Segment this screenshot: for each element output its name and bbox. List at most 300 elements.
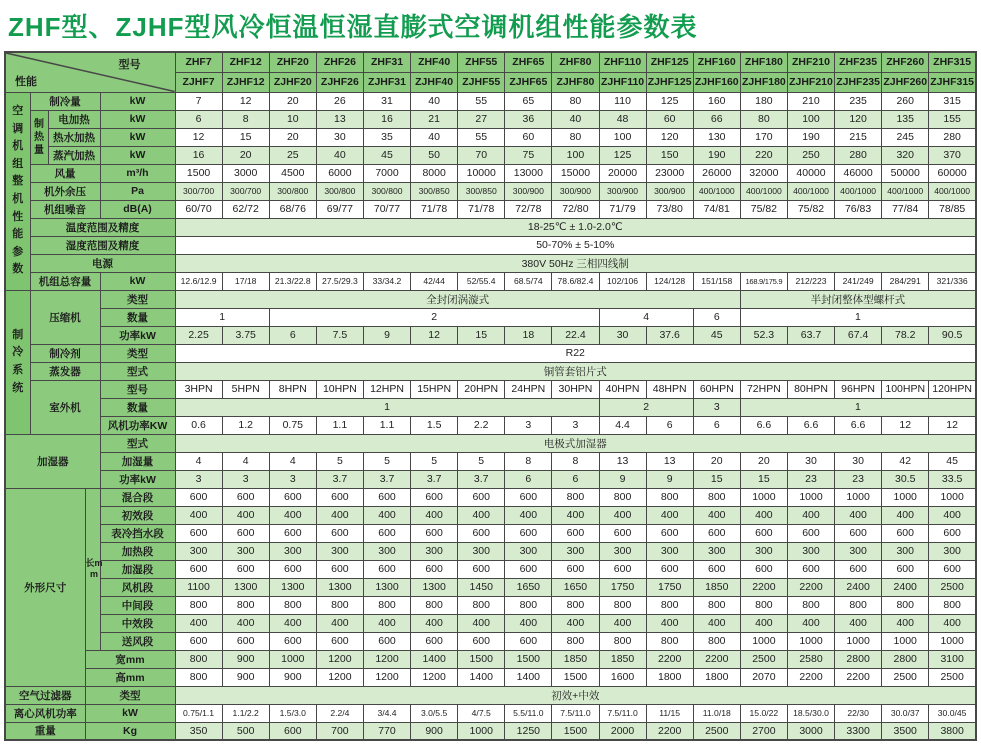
data-cell bbox=[787, 128, 834, 146]
cell-text: 1600 bbox=[610, 671, 635, 683]
data-cell bbox=[316, 542, 363, 560]
data-cell bbox=[740, 542, 787, 560]
row-label-cell bbox=[100, 632, 175, 650]
data-cell bbox=[458, 668, 505, 686]
cell-text: 2.2/4 bbox=[330, 708, 350, 718]
model-header-cell: ZHF315 bbox=[929, 52, 976, 72]
data-cell bbox=[929, 92, 976, 110]
data-cell bbox=[693, 200, 740, 218]
data-cell bbox=[458, 578, 505, 596]
data-cell bbox=[458, 506, 505, 524]
cell-text: 70/77 bbox=[373, 203, 401, 215]
cell-text: 400 bbox=[708, 617, 726, 629]
model-header-cell: ZJHF55 bbox=[458, 72, 505, 92]
data-cell bbox=[363, 128, 410, 146]
data-cell bbox=[505, 668, 552, 686]
data-cell bbox=[787, 560, 834, 578]
cell-text: 2500 bbox=[752, 653, 776, 665]
cell-text: 3.7 bbox=[379, 473, 395, 485]
data-cell bbox=[882, 524, 929, 542]
data-cell bbox=[552, 650, 599, 668]
cell-text: 800 bbox=[519, 599, 538, 611]
row-label-cell bbox=[100, 578, 175, 596]
data-cell bbox=[505, 488, 552, 506]
data-cell bbox=[363, 722, 410, 740]
data-cell bbox=[222, 416, 269, 434]
cell-text: 300 bbox=[236, 545, 255, 557]
cell-text: 400 bbox=[566, 509, 585, 521]
model-header-cell: ZJHF31 bbox=[363, 72, 410, 92]
cell-text: 800 bbox=[708, 491, 726, 503]
data-cell bbox=[175, 614, 222, 632]
cell-text: 33.5 bbox=[941, 473, 963, 485]
cell-text: 600 bbox=[613, 563, 632, 575]
cell-text: 6 bbox=[666, 419, 673, 431]
cell-text: 400 bbox=[943, 509, 961, 521]
data-cell bbox=[929, 110, 976, 128]
cell-text: 1850 bbox=[610, 653, 635, 665]
cell-text: 1200 bbox=[375, 671, 399, 683]
data-cell bbox=[411, 596, 458, 614]
model-header-cell: ZHF31 bbox=[363, 52, 410, 72]
cell-text: 125 bbox=[660, 95, 679, 107]
data-cell bbox=[269, 146, 316, 164]
cell-text: 400 bbox=[236, 509, 255, 521]
cell-text: 23 bbox=[852, 473, 864, 485]
cell-text: 400 bbox=[189, 509, 208, 521]
cell-text: 600 bbox=[472, 491, 490, 503]
data-cell bbox=[882, 182, 929, 200]
data-cell bbox=[882, 326, 929, 344]
data-cell bbox=[646, 524, 693, 542]
cell-text: 600 bbox=[660, 527, 679, 539]
data-cell bbox=[269, 650, 316, 668]
row-label-cell bbox=[30, 182, 100, 200]
cell-text: 135 bbox=[896, 113, 914, 125]
cell-text: 2500 bbox=[940, 581, 964, 593]
cell-text: 100 bbox=[802, 113, 820, 125]
cell-text: 400 bbox=[708, 509, 726, 521]
cell-text: 3 bbox=[242, 473, 249, 485]
data-cell bbox=[646, 470, 693, 488]
data-cell bbox=[363, 524, 410, 542]
cell-text: 6 bbox=[289, 329, 296, 341]
data-cell bbox=[505, 506, 552, 524]
data-cell bbox=[175, 398, 599, 416]
data-cell bbox=[222, 632, 269, 650]
cell-text: 铜管套铝片式 bbox=[543, 365, 607, 378]
data-cell bbox=[787, 92, 834, 110]
data-cell bbox=[458, 92, 505, 110]
unit-cell bbox=[100, 146, 175, 164]
cell-text: 600 bbox=[189, 563, 208, 575]
data-cell bbox=[740, 146, 787, 164]
data-cell bbox=[929, 650, 976, 668]
data-cell bbox=[505, 524, 552, 542]
data-cell bbox=[222, 524, 269, 542]
cell-text: 600 bbox=[472, 563, 490, 575]
cell-text: 315 bbox=[943, 95, 961, 107]
data-cell bbox=[835, 164, 882, 182]
cell-text: 300 bbox=[708, 545, 726, 557]
data-cell bbox=[458, 110, 505, 128]
data-cell bbox=[175, 344, 976, 362]
data-cell bbox=[222, 272, 269, 290]
data-cell bbox=[222, 470, 269, 488]
data-cell bbox=[693, 614, 740, 632]
cell-text: 风机段 bbox=[121, 581, 154, 594]
cell-text: 800 bbox=[660, 491, 679, 503]
data-cell bbox=[646, 578, 693, 596]
cell-text: 400 bbox=[755, 509, 773, 521]
cell-text: 3.75 bbox=[235, 329, 256, 341]
cell-text: 13000 bbox=[513, 167, 543, 179]
data-cell bbox=[646, 182, 693, 200]
data-cell bbox=[175, 92, 222, 110]
data-cell bbox=[222, 596, 269, 614]
data-cell bbox=[175, 650, 222, 668]
data-cell bbox=[599, 524, 646, 542]
cell-text: 13 bbox=[616, 455, 629, 467]
data-cell bbox=[929, 704, 976, 722]
cell-text: 1 bbox=[854, 311, 861, 323]
cell-text: 600 bbox=[943, 563, 961, 575]
cell-text: 120HPN bbox=[932, 383, 972, 395]
cell-text: 1 bbox=[219, 311, 226, 323]
cell-text: 770 bbox=[378, 724, 396, 737]
data-cell bbox=[505, 722, 552, 740]
cell-text: 170 bbox=[755, 131, 773, 143]
data-cell bbox=[646, 110, 693, 128]
data-cell bbox=[929, 272, 976, 290]
data-cell bbox=[316, 578, 363, 596]
data-cell bbox=[411, 704, 458, 722]
cell-text: 2200 bbox=[752, 581, 776, 593]
cell-text: 8 bbox=[242, 113, 249, 125]
row-label-cell bbox=[30, 92, 100, 110]
data-cell bbox=[458, 326, 505, 344]
model-header-cell: ZHF235 bbox=[835, 52, 882, 72]
cell-text: 20HPN bbox=[464, 383, 499, 395]
cell-text: 800 bbox=[708, 635, 726, 647]
data-cell bbox=[316, 614, 363, 632]
cell-text: 63.7 bbox=[800, 329, 822, 341]
data-cell bbox=[552, 326, 599, 344]
data-cell bbox=[269, 668, 316, 686]
data-cell bbox=[269, 704, 316, 722]
cell-text: 400/1000 bbox=[793, 186, 829, 196]
model-header-cell: ZHF26 bbox=[316, 52, 363, 72]
cell-text: 800 bbox=[660, 635, 679, 647]
cell-text: kW bbox=[129, 149, 146, 161]
data-cell bbox=[929, 380, 976, 398]
cell-text: 600 bbox=[472, 635, 490, 647]
data-cell bbox=[646, 650, 693, 668]
data-cell bbox=[411, 128, 458, 146]
data-cell bbox=[740, 632, 787, 650]
group-label-cell bbox=[5, 434, 100, 488]
cell-text: 2070 bbox=[752, 671, 776, 683]
cell-text: 241/249 bbox=[842, 276, 874, 286]
data-cell bbox=[505, 632, 552, 650]
cell-text: 8 bbox=[572, 455, 579, 467]
cell-text: 800 bbox=[566, 635, 585, 647]
data-cell bbox=[411, 182, 458, 200]
cell-text: 5 bbox=[478, 455, 485, 467]
data-cell bbox=[316, 452, 363, 470]
row-label-cell bbox=[100, 290, 175, 308]
cell-text: 型号 bbox=[127, 383, 148, 396]
cell-text: 22/30 bbox=[847, 708, 869, 718]
cell-text: 600 bbox=[519, 491, 538, 503]
data-cell bbox=[411, 506, 458, 524]
data-cell bbox=[835, 92, 882, 110]
data-cell bbox=[363, 650, 410, 668]
cell-text: 800 bbox=[896, 599, 914, 611]
cell-text: R22 bbox=[565, 347, 585, 359]
model-header-cell: ZJHF180 bbox=[740, 72, 787, 92]
cell-text: 2500 bbox=[940, 671, 964, 683]
data-cell bbox=[929, 164, 976, 182]
cell-text: 90.5 bbox=[941, 329, 963, 341]
data-cell bbox=[458, 542, 505, 560]
data-cell bbox=[411, 632, 458, 650]
data-cell bbox=[458, 596, 505, 614]
row-label-cell bbox=[100, 398, 175, 416]
row-label-cell bbox=[85, 650, 175, 668]
data-cell bbox=[646, 452, 693, 470]
data-cell bbox=[363, 326, 410, 344]
row-label-cell bbox=[100, 344, 175, 362]
cell-text: 2800 bbox=[893, 653, 917, 665]
data-cell bbox=[646, 506, 693, 524]
data-cell bbox=[929, 668, 976, 686]
cell-text: 电加热 bbox=[58, 113, 90, 126]
data-cell bbox=[599, 308, 693, 326]
data-cell bbox=[505, 650, 552, 668]
data-cell bbox=[363, 452, 410, 470]
cell-text: 2200 bbox=[846, 671, 870, 683]
cell-text: Kg bbox=[123, 724, 137, 737]
cell-text: 2000 bbox=[610, 724, 635, 737]
cell-text: 72/80 bbox=[562, 203, 589, 215]
data-cell bbox=[929, 596, 976, 614]
data-cell bbox=[882, 578, 929, 596]
data-cell bbox=[835, 272, 882, 290]
cell-text: 800 bbox=[189, 599, 208, 611]
data-cell bbox=[269, 596, 316, 614]
cell-text: 12 bbox=[428, 329, 440, 341]
data-cell bbox=[787, 380, 834, 398]
data-cell bbox=[882, 596, 929, 614]
model-header-cell: ZJHF315 bbox=[929, 72, 976, 92]
data-cell bbox=[882, 200, 929, 218]
cell-text: 初效段 bbox=[121, 509, 154, 522]
data-cell bbox=[222, 506, 269, 524]
data-cell bbox=[316, 470, 363, 488]
row-label-cell bbox=[100, 542, 175, 560]
cell-text: 6 bbox=[525, 473, 532, 485]
data-cell bbox=[740, 596, 787, 614]
data-cell bbox=[363, 488, 410, 506]
data-cell bbox=[411, 164, 458, 182]
cell-text: 4.4 bbox=[615, 419, 630, 431]
data-cell bbox=[316, 146, 363, 164]
cell-text: 600 bbox=[236, 491, 255, 503]
cell-text: 类型 bbox=[119, 689, 141, 702]
row-label-cell bbox=[100, 308, 175, 326]
cell-text: 中间段 bbox=[121, 599, 154, 612]
data-cell bbox=[882, 650, 929, 668]
cell-text: 400 bbox=[943, 617, 961, 629]
data-cell bbox=[316, 110, 363, 128]
cell-text: 800 bbox=[613, 635, 632, 647]
data-cell bbox=[787, 146, 834, 164]
cell-text: 1200 bbox=[375, 653, 399, 665]
cell-text: 300/800 bbox=[371, 186, 403, 196]
cell-text: 温度范围及精度 bbox=[65, 221, 140, 234]
data-cell bbox=[411, 542, 458, 560]
row-label-cell bbox=[100, 596, 175, 614]
cell-text: 62/72 bbox=[232, 203, 259, 215]
cell-text: 30.0/45 bbox=[937, 708, 967, 718]
data-cell bbox=[599, 614, 646, 632]
data-cell bbox=[929, 722, 976, 740]
cell-text: 15.0/22 bbox=[749, 708, 779, 718]
section-label-cell bbox=[5, 92, 30, 290]
cell-text: 0.75/1.1 bbox=[183, 708, 215, 718]
data-cell bbox=[599, 452, 646, 470]
data-cell bbox=[458, 200, 505, 218]
data-cell bbox=[552, 704, 599, 722]
data-cell bbox=[599, 380, 646, 398]
data-cell bbox=[929, 452, 976, 470]
data-cell bbox=[835, 452, 882, 470]
cell-text: 1400 bbox=[422, 653, 446, 665]
cell-text: 8000 bbox=[422, 167, 446, 179]
data-cell bbox=[316, 524, 363, 542]
cell-text: 20 bbox=[286, 95, 299, 107]
row-label-cell bbox=[85, 668, 175, 686]
data-cell bbox=[505, 452, 552, 470]
data-cell bbox=[599, 326, 646, 344]
cell-text: 1 bbox=[854, 401, 861, 413]
cell-text: 30HPN bbox=[558, 383, 593, 395]
cell-text: 33/34.2 bbox=[372, 276, 402, 286]
row-label-cell bbox=[85, 704, 175, 722]
cell-text: 600 bbox=[943, 527, 961, 539]
cell-text: 加湿量 bbox=[121, 455, 154, 468]
data-cell bbox=[316, 560, 363, 578]
cell-text: 600 bbox=[425, 635, 443, 647]
cell-text: 1000 bbox=[893, 635, 917, 647]
model-header-cell: ZJHF210 bbox=[787, 72, 834, 92]
data-cell bbox=[269, 272, 316, 290]
cell-text: 600 bbox=[284, 491, 302, 503]
cell-text: 400/1000 bbox=[745, 186, 782, 196]
data-cell bbox=[787, 578, 834, 596]
data-cell bbox=[552, 506, 599, 524]
model-header-cell: ZJHF260 bbox=[882, 72, 929, 92]
data-cell bbox=[269, 614, 316, 632]
data-cell bbox=[599, 668, 646, 686]
cell-text: 210 bbox=[802, 95, 820, 107]
cell-text: 45 bbox=[946, 455, 958, 467]
data-cell bbox=[363, 632, 410, 650]
cell-text: 600 bbox=[189, 491, 208, 503]
cell-text: 400 bbox=[849, 617, 867, 629]
data-cell bbox=[693, 182, 740, 200]
cell-text: 400 bbox=[236, 617, 255, 629]
data-cell bbox=[175, 506, 222, 524]
cell-text: 900 bbox=[236, 671, 255, 683]
cell-text: 2.2 bbox=[473, 419, 489, 431]
data-cell bbox=[458, 164, 505, 182]
data-cell bbox=[835, 722, 882, 740]
unit-cell bbox=[100, 182, 175, 200]
row-label-cell bbox=[100, 488, 175, 506]
cell-text: 300/700 bbox=[230, 186, 262, 196]
data-cell bbox=[175, 452, 222, 470]
row-label-cell bbox=[100, 560, 175, 578]
model-header-cell: ZHF80 bbox=[552, 52, 599, 72]
cell-text: 13 bbox=[663, 455, 676, 467]
data-cell bbox=[269, 542, 316, 560]
unit-cell bbox=[100, 110, 175, 128]
data-cell bbox=[269, 110, 316, 128]
data-cell bbox=[316, 668, 363, 686]
cell-text: 2 bbox=[431, 311, 438, 323]
data-cell bbox=[363, 272, 410, 290]
cell-text: 2580 bbox=[799, 653, 823, 665]
cell-text: 7.5/11.0 bbox=[607, 708, 638, 718]
cell-text: 1000 bbox=[281, 653, 305, 665]
data-cell bbox=[882, 704, 929, 722]
model-header-cell: ZHF110 bbox=[599, 52, 646, 72]
cell-text: 1000 bbox=[846, 491, 870, 503]
cell-text: 160 bbox=[708, 95, 726, 107]
data-cell bbox=[363, 164, 410, 182]
row-label-cell bbox=[30, 200, 100, 218]
model-header-cell: ZJHF12 bbox=[222, 72, 269, 92]
data-cell bbox=[693, 146, 740, 164]
cell-text: dB(A) bbox=[123, 203, 152, 215]
cell-text: 400 bbox=[896, 509, 914, 521]
cell-text: 26000 bbox=[702, 167, 732, 179]
cell-text: 600 bbox=[189, 635, 208, 647]
cell-text: 100 bbox=[613, 131, 632, 143]
data-cell bbox=[646, 128, 693, 146]
cell-text: 蒸汽加热 bbox=[53, 149, 95, 162]
cell-text: 60000 bbox=[937, 167, 967, 179]
data-cell bbox=[929, 578, 976, 596]
cell-text: 1300 bbox=[422, 581, 446, 593]
cell-text: 900 bbox=[236, 653, 255, 665]
data-cell bbox=[505, 146, 552, 164]
cell-text: 4 bbox=[289, 455, 296, 467]
cell-text: 600 bbox=[802, 527, 820, 539]
data-cell bbox=[363, 182, 410, 200]
cell-text: 5HPN bbox=[231, 383, 260, 395]
cell-text: 120 bbox=[849, 113, 867, 125]
data-cell bbox=[835, 326, 882, 344]
cell-text: 300 bbox=[755, 545, 773, 557]
cell-text: 800 bbox=[189, 671, 208, 683]
cell-text: 78.6/82.4 bbox=[557, 276, 594, 286]
row-label-cell bbox=[85, 686, 175, 704]
data-cell bbox=[646, 146, 693, 164]
row-label-cell bbox=[100, 614, 175, 632]
